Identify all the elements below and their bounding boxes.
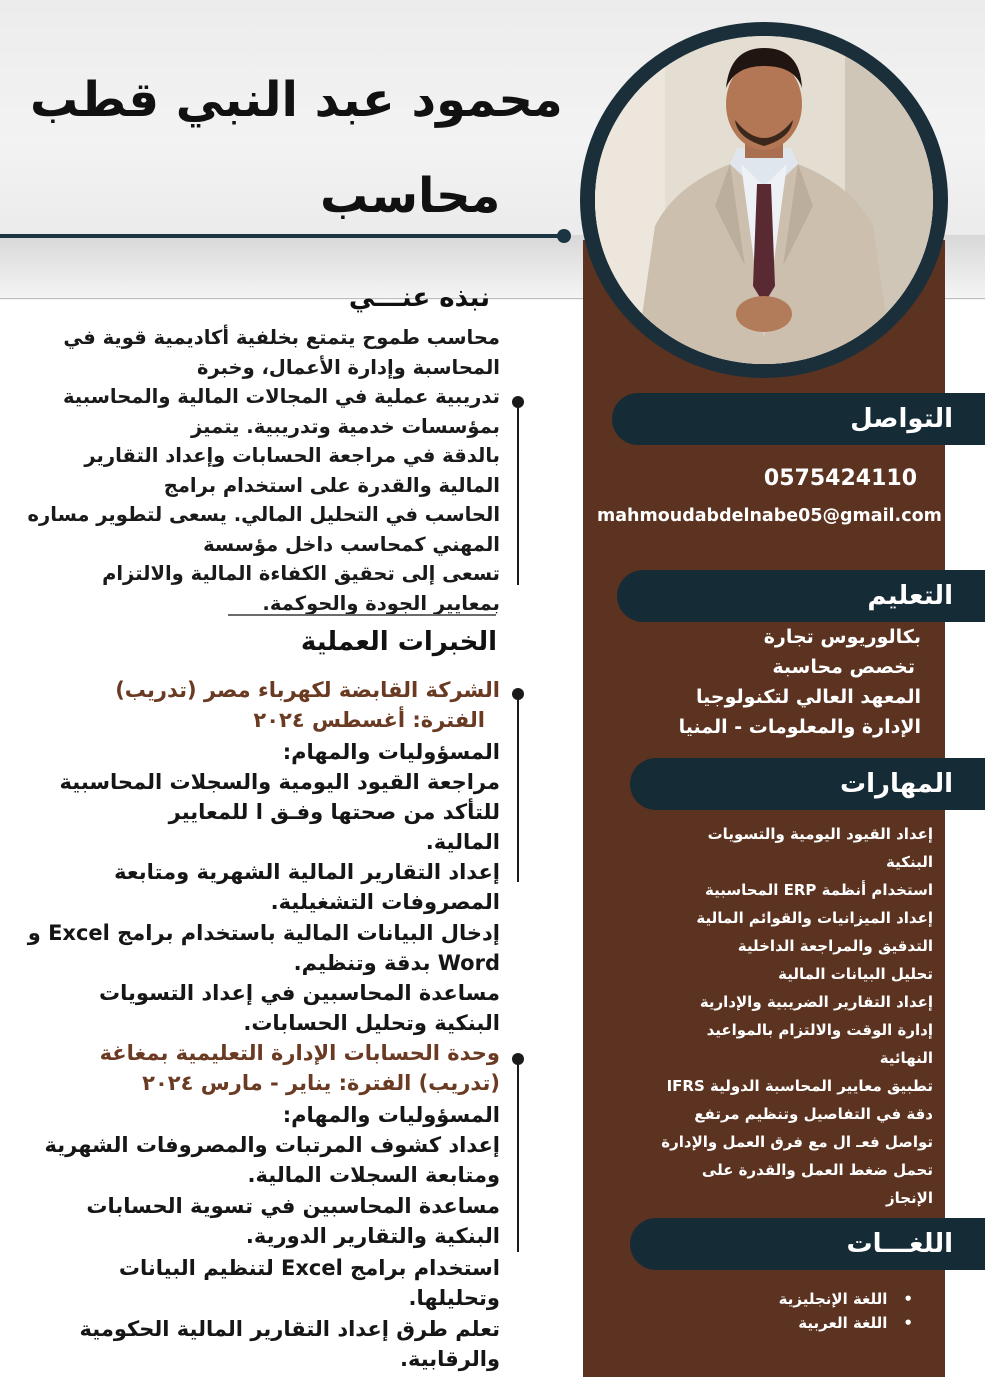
experience-timeline-line	[517, 1057, 519, 1252]
experience-line: البنكية والتقارير الدورية.	[245, 1224, 500, 1248]
responsibilities-label: المسؤوليات والمهام:	[282, 740, 500, 764]
job-period: الفترة: أغسطس ٢٠٢٤	[253, 708, 485, 732]
skill-item: • إعداد القيود اليومية والتسويات	[613, 820, 933, 848]
candidate-name: محمود عبد النبي قطب	[30, 72, 563, 128]
bullet-icon: •	[945, 965, 955, 983]
bullet-icon: •	[945, 909, 955, 927]
experience-line: مساعدة المحاسبين في إعداد التسويات	[99, 981, 500, 1005]
bullet-icon: •	[945, 993, 955, 1011]
skill-item: • تحليل البيانات المالية	[613, 960, 933, 988]
about-timeline-line	[517, 400, 519, 585]
skill-item: • تطبيق معايير المحاسبة الدولية IFRS	[613, 1072, 933, 1100]
skill-item-continued: النهائية	[879, 1049, 933, 1067]
skill-item: • استخدام أنظمة ERP المحاسبية	[613, 876, 933, 904]
candidate-role: محاسب	[320, 168, 501, 224]
skill-item-continued: البنكية	[886, 853, 933, 871]
education-line: تخصص محاسبة	[772, 656, 915, 678]
job-title: وحدة الحسابات الإدارة التعليمية بمغاغة	[99, 1041, 500, 1065]
bullet-icon: •	[945, 825, 955, 843]
about-paragraph	[25, 323, 500, 618]
experience-timeline-dot	[512, 688, 524, 700]
experience-line: إعداد كشوف المرتبات والمصروفات الشهرية	[44, 1133, 500, 1157]
profile-photo-illustration	[595, 36, 933, 364]
experience-line: المصروفات التشغيلية.	[270, 890, 500, 914]
about-line: تسعى إلى تحقيق الكفاءة المالية والالتزام	[102, 562, 500, 585]
about-line: تدريبية عملية في المجالات المالية والمحاسبية	[62, 385, 500, 408]
skill-item: • دقة في التفاصيل وتنظيم مرتفع	[613, 1100, 933, 1128]
experience-line: مساعدة المحاسبين في تسوية الحسابات	[86, 1194, 500, 1218]
experience-line: البنكية وتحليل الحسابات.	[243, 1011, 500, 1035]
section-divider	[228, 614, 496, 616]
bullet-icon: •	[945, 1161, 955, 1179]
skills-section-header: المهارات	[630, 758, 985, 810]
about-line: المهني كمحاسب داخل مؤسسة	[203, 532, 500, 556]
experience-line: Word بدقة وتنظيم.	[293, 951, 500, 975]
name-underline-dot	[557, 229, 571, 243]
experience-timeline-line	[517, 692, 519, 882]
about-line: المحاسبة وإدارة الأعمال، وخبرة	[196, 355, 500, 379]
education-line: الإدارة والمعلومات - المنيا	[678, 716, 921, 738]
experience-line: إدخال البيانات المالية باستخدام برامج Excel و	[27, 921, 500, 945]
skill-item: • إعداد التقارير الضريبية والإدارية	[613, 988, 933, 1016]
skill-item: • التدقيق والمراجعة الداخلية	[613, 932, 933, 960]
about-line: بمعايير الجودة والحوكمة.	[262, 591, 500, 615]
email-address[interactable]: mahmoudabdelnabe05@gmail.com	[597, 506, 942, 526]
about-line: الحاسب في التحليل المالي. يسعى لتطوير مساره	[27, 503, 500, 526]
language-item: •اللغة العربية	[798, 1314, 913, 1332]
about-title: نبذه عنـــي	[348, 283, 490, 313]
contact-section-header: التواصل	[612, 393, 985, 445]
experience-timeline-dot	[512, 1053, 524, 1065]
job-period: (تدريب) الفترة: يناير - مارس ٢٠٢٤	[142, 1071, 500, 1095]
about-timeline-dot	[512, 396, 524, 408]
skill-item: • إعداد الميزانيات والقوائم المالية	[613, 904, 933, 932]
about-line: بمؤسسات خدمية وتدريبية. يتميز	[191, 414, 500, 438]
bullet-icon: •	[945, 1021, 955, 1039]
experience-line: إعداد التقارير المالية الشهرية ومتابعة	[114, 860, 500, 884]
experience-line: والرقابية.	[399, 1347, 500, 1371]
profile-photo	[595, 36, 933, 364]
education-line: المعهد العالي لتكنولوجيا	[696, 686, 921, 708]
bullet-icon: •	[945, 1133, 955, 1151]
experience-line: المالية.	[425, 830, 500, 854]
experience-line: للتأكد من صحتها وفـق ا للمعايير	[168, 800, 500, 824]
bullet-icon: •	[945, 937, 955, 955]
skill-item: • تواصل فعـ ال مع فرق العمل والإدارة	[613, 1128, 933, 1156]
about-line: بالدقة في مراجعة الحسابات وإعداد التقارير	[84, 444, 500, 467]
experience-line: مراجعة القيود اليومية والسجلات المحاسبية	[59, 770, 500, 794]
skill-item: • إدارة الوقت والالتزام بالمواعيد	[613, 1016, 933, 1044]
language-item: •اللغة الإنجليزية	[778, 1290, 913, 1308]
bullet-icon: •	[945, 881, 955, 899]
experience-line: تعلم طرق إعداد التقارير المالية الحكومية	[79, 1317, 500, 1341]
skill-item: • تحمل ضغط العمل والقدرة على	[613, 1156, 933, 1184]
languages-section-header: اللغـــات	[630, 1218, 985, 1270]
about-line: محاسب طموح يتمتع بخلفية أكاديمية قوية في	[63, 326, 500, 349]
bullet-icon: •	[903, 1314, 913, 1332]
experience-line: استخدام برامج Excel لتنظيم البيانات	[118, 1256, 500, 1280]
education-line: بكالوريوس تجارة	[763, 626, 921, 648]
bullet-icon: •	[945, 1105, 955, 1123]
responsibilities-label: المسؤوليات والمهام:	[282, 1103, 500, 1127]
skill-item-continued: الإنجاز	[885, 1189, 933, 1207]
job-title: الشركة القابضة لكهرباء مصر (تدريب)	[115, 678, 500, 702]
name-underline	[0, 234, 562, 238]
about-line: المالية والقدرة على استخدام برامج	[163, 473, 500, 497]
phone-number[interactable]: 0575424110	[763, 466, 917, 491]
education-section-header: التعليم	[617, 570, 985, 622]
experience-line: ومتابعة السجلات المالية.	[247, 1163, 500, 1187]
bullet-icon: •	[903, 1290, 913, 1308]
experience-line: وتحليلها.	[408, 1286, 500, 1310]
bullet-icon: •	[945, 1077, 955, 1095]
experience-title: الخبرات العملية	[300, 627, 497, 657]
